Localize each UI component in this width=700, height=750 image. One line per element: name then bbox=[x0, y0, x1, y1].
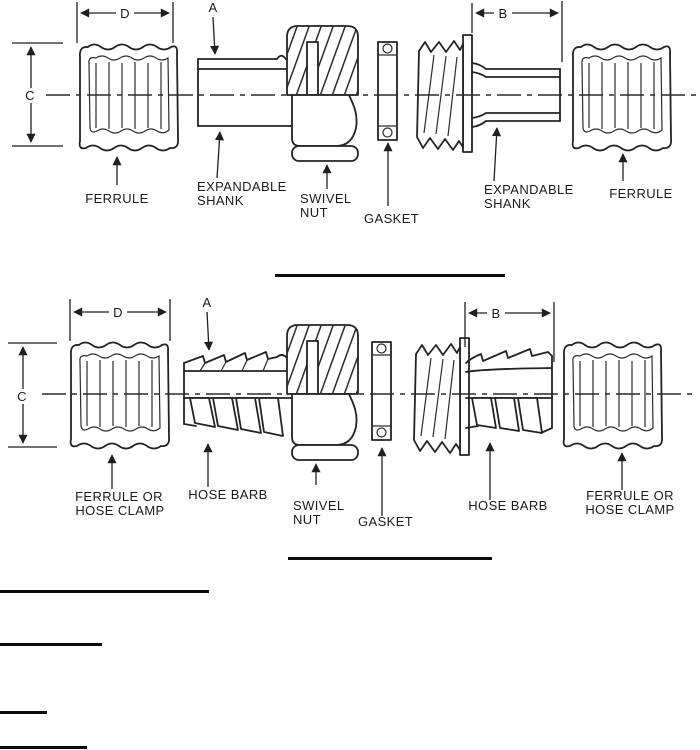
label-gasket bbox=[364, 143, 419, 226]
ferrule-right-text: FERRULE bbox=[609, 186, 673, 201]
dim-d-label: D bbox=[113, 305, 123, 320]
male-threads bbox=[417, 35, 472, 152]
dim-a-label: A bbox=[208, 0, 218, 15]
ferrule-left-text: FERRULE bbox=[85, 191, 149, 206]
figure-expandable-shank-coupling bbox=[12, 0, 698, 226]
label-hose-barb-left bbox=[188, 444, 267, 502]
ferrule-right bbox=[573, 45, 672, 151]
ferrule-or-clamp-left bbox=[71, 343, 170, 449]
label-ferrule-right bbox=[609, 154, 672, 201]
swivel-nut bbox=[272, 323, 382, 460]
hose-barb-right bbox=[466, 349, 552, 433]
heading-rule-4 bbox=[0, 746, 87, 749]
dim-d-label: D bbox=[120, 6, 130, 21]
heading-rule-3 bbox=[0, 711, 47, 714]
hose-barb-left-text: HOSE BARB bbox=[188, 487, 268, 502]
swivel-nut bbox=[272, 24, 382, 161]
swivel-nut-text-2: NUT bbox=[300, 205, 328, 220]
gasket-text: GASKET bbox=[358, 514, 414, 529]
shank-right-text-2: SHANK bbox=[484, 196, 531, 211]
caption-rule-top-figure bbox=[275, 274, 505, 277]
ferrule-left bbox=[80, 45, 179, 151]
dimension-d bbox=[77, 2, 173, 43]
dimension-d bbox=[70, 299, 170, 341]
ferrule-or-clamp-right bbox=[564, 343, 663, 449]
dimension-a bbox=[208, 0, 217, 54]
gasket bbox=[378, 42, 397, 140]
heading-rule-1 bbox=[0, 590, 209, 593]
label-gasket bbox=[358, 448, 413, 529]
gasket bbox=[372, 342, 391, 440]
male-threads bbox=[414, 338, 469, 455]
dim-c-label: C bbox=[17, 389, 27, 404]
dim-b-label: B bbox=[491, 306, 501, 321]
swivel-nut-text-1: SWIVEL bbox=[293, 498, 345, 513]
dim-c-label: C bbox=[25, 88, 35, 103]
label-swivel-nut bbox=[293, 464, 345, 527]
shank-left-text-1: EXPANDABLE bbox=[197, 179, 287, 194]
ferrule-clamp-left-text-2: HOSE CLAMP bbox=[75, 503, 165, 518]
swivel-nut-text-2: NUT bbox=[293, 512, 321, 527]
label-swivel-nut bbox=[300, 165, 352, 220]
ferrule-clamp-right-text-1: FERRULE OR bbox=[586, 488, 674, 503]
shank-right-text-1: EXPANDABLE bbox=[484, 182, 574, 197]
label-ferrule-or-clamp-left bbox=[75, 455, 165, 518]
dimension-a bbox=[202, 295, 211, 350]
swivel-nut-text-1: SWIVEL bbox=[300, 191, 352, 206]
hose-barb-right-text: HOSE BARB bbox=[468, 498, 548, 513]
dimension-c bbox=[8, 343, 57, 447]
gasket-text: GASKET bbox=[364, 211, 420, 226]
dim-a-label: A bbox=[202, 295, 212, 310]
dimension-b bbox=[472, 1, 562, 62]
label-expandable-shank-right bbox=[484, 128, 574, 211]
label-ferrule-left bbox=[85, 157, 148, 206]
ferrule-clamp-left-text-1: FERRULE OR bbox=[75, 489, 163, 504]
expandable-shank-left bbox=[198, 56, 292, 126]
shank-left-text-2: SHANK bbox=[197, 193, 244, 208]
dim-b-label: B bbox=[498, 6, 508, 21]
label-expandable-shank-left bbox=[197, 132, 287, 208]
caption-rule-bottom-figure bbox=[288, 557, 492, 560]
label-hose-barb-right bbox=[468, 443, 547, 513]
figure-hose-barb-coupling bbox=[8, 295, 698, 529]
heading-rule-2 bbox=[0, 643, 102, 646]
label-ferrule-or-clamp-right bbox=[585, 453, 674, 517]
ferrule-clamp-right-text-2: HOSE CLAMP bbox=[585, 502, 675, 517]
